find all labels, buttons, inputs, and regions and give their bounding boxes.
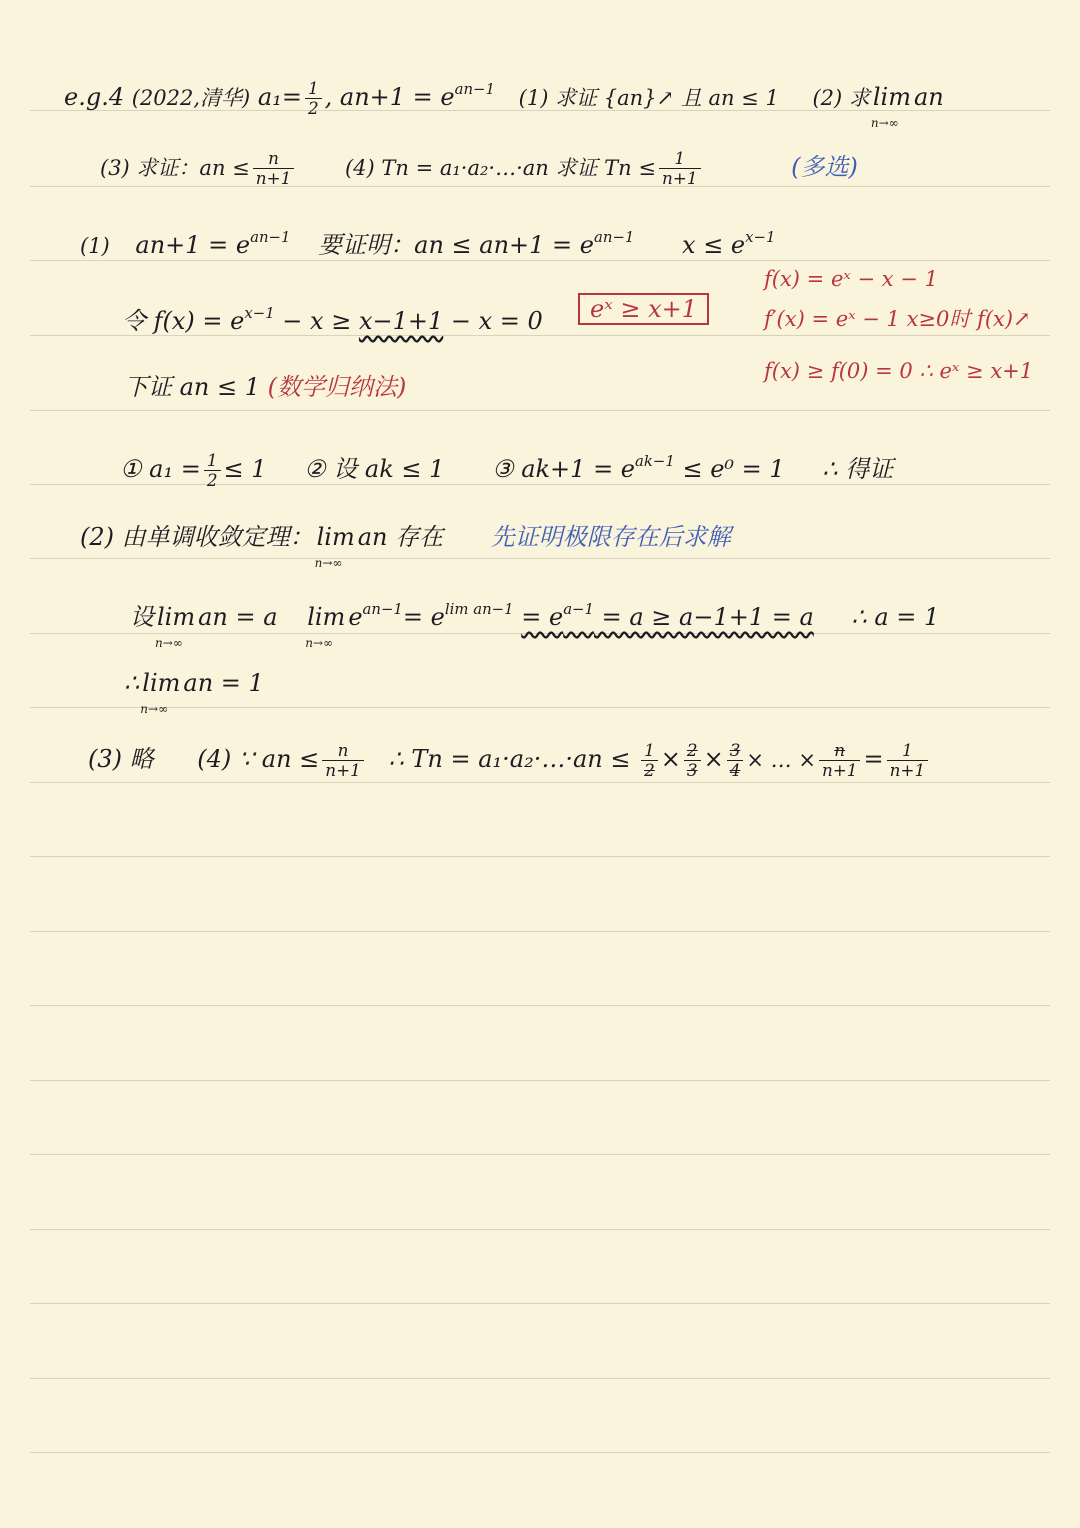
recurrence-restated: an+1 = e [135,231,251,260]
ruled-line [30,410,1050,411]
ruled-line [30,1303,1050,1304]
side-note-line-2: f′(x) = eˣ − 1 x≥0时 f(x)↗ [764,307,1031,331]
part4-start: (4) ∵ an ≤ [197,744,320,773]
wavy-underlined-term: x−1+1 [358,307,444,336]
function-definition-line: 令 $f(x) = e^{x-1} - x \ge x-1+1 - x = 0$ [122,304,543,336]
limit-symbol: lim n→∞ [140,669,181,716]
a1-fraction: $\frac{1}{2}$ [305,80,322,117]
limit-computation-line: 设 lim n→∞ an = a lim n→∞ $e^{an-1}= e^{lim an-1} = e^{a-1} = a \ge a-1+1 = a$ ∴ a = 1 [130,600,940,651]
source-label: (2022,清华) [131,86,251,111]
ruled-line [30,633,1050,634]
induction-intro-line [124,372,406,402]
ruled-line [30,1154,1050,1155]
induction-claim: 下证 an ≤ 1 [124,373,261,401]
question-2: (2) 求 [812,86,870,111]
base-case: ① a₁ = [120,455,201,484]
limit-symbol: lim n→∞ [305,603,346,651]
limit-symbol: lim n→∞ [155,603,196,651]
key-inequality: x ≤ e [682,231,746,260]
induction-hypothesis: ② 设 ak ≤ 1 [304,455,445,484]
limit-conclusion-line: ∴ lim n→∞ an = 1 [124,669,264,716]
ruled-line [30,1452,1050,1453]
q3-fraction: $\frac{n}{n+1}$ [253,150,295,187]
wavy-underlined-chain: = $e^{a-1} = a \ge a-1+1 = a$ [521,600,814,632]
question-4: (4) Tn = a₁·a₂·…·an 求证 Tn ≤ [344,155,656,180]
ruled-line [30,1229,1050,1230]
ruled-line [30,782,1050,783]
induction-steps-line: ① a₁ = $\frac{1}{2}$ ≤ 1 ② 设 ak ≤ 1 ③ $ak+1 = e^{ak-1} \le e^0 = 1$ ∴ 得证 [120,450,894,491]
parts-3-4-line: (3) 略 (4) ∵ an ≤ $\frac{n}{n+1}$ ∴ Tn = a₁·a₂·…·an ≤ $\frac{1}{2}$ × $\frac{2}{3}$ × $\frac{3}{4}$ × … × $\frac{n}{n+1}$ = $\frac{1}{n+1}$ [88,742,931,779]
ruled-line [30,931,1050,932]
ruled-line [30,1378,1050,1379]
example-label: e.g.4 [64,83,125,112]
ruled-line [30,558,1050,559]
function-def: 令 f(x) = e [122,307,245,336]
question-3: (3) 求证：an ≤ [100,155,250,180]
part2-label: (2) 由单调收敛定理： [80,523,314,551]
boxed-inequality: eˣ ≥ x+1 [578,294,709,324]
ruled-line [30,1080,1050,1081]
part2-line: (2) 由单调收敛定理： lim n→∞ an 存在 先证明极限存在后求解 [80,523,731,570]
side-note-line-1: f(x) = eˣ − x − 1 [764,267,938,291]
a1-label: a₁= [257,83,302,112]
limit-symbol: lim n→∞ [870,83,911,131]
induction-step: ③ ak+1 = e [492,455,636,484]
part3-omitted: (3) 略 [88,744,154,773]
ruled-line [30,1005,1050,1006]
multiple-choice-note: (多选) [791,152,858,181]
base-fraction: $\frac{1}{2}$ [204,452,221,489]
conclusion: ∴ 得证 [822,455,894,484]
induction-method: (数学归纳法) [267,373,407,401]
ruled-line [30,856,1050,857]
goal-statement: 要证明：an ≤ an+1 = e [318,231,594,260]
limit-result: ∴ a = 1 [851,603,940,632]
questions-line [100,150,858,187]
method-note: 先证明极限存在后求解 [490,523,731,551]
problem-statement-line: e.g.4 (2022,清华) a₁= $\frac{1}{2}$ , $an+1 = e^{an-1}$ (1) 求证 {an}↗ 且 an ≤ 1 (2) 求 lim n→∞ an [64,78,944,131]
ruled-line [30,707,1050,708]
q4-fraction: $\frac{1}{n+1}$ [659,150,701,187]
product-bound: ∴ Tn = a₁·a₂·…·an ≤ [388,744,631,773]
part1-label: (1) [80,234,110,259]
part1-goal-line: (1) $an+1 = e^{an-1}$ 要证明：an ≤ $an+1 = e^{an-1}$ $x \le e^{x-1}$ [80,228,776,260]
limit-symbol: lim n→∞ [314,523,355,570]
recurrence: , an+1 = e [324,83,455,112]
side-note-line-3: f(x) ≥ f(0) = 0 ∴ eˣ ≥ x+1 [764,359,1034,383]
question-1: (1) 求证 {an}↗ 且 an ≤ 1 [518,86,779,111]
